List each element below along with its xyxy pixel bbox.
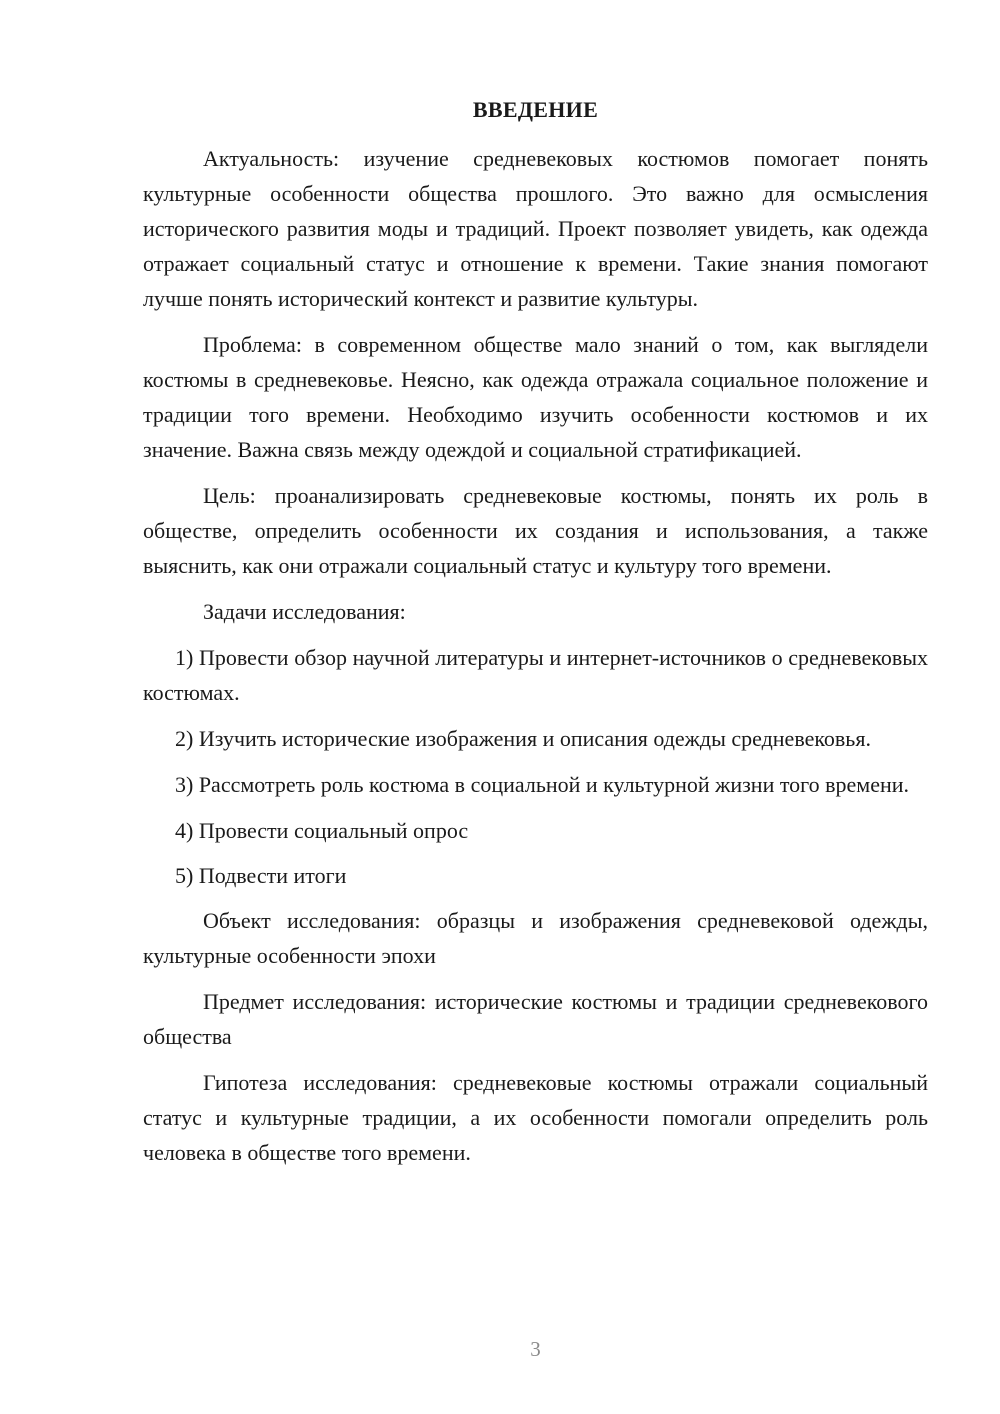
page-number: 3	[530, 1337, 541, 1361]
task-item-5: 5) Подвести итоги	[175, 863, 347, 888]
tasks-heading: Задачи исследования:	[203, 599, 406, 624]
task-item-2: 2) Изучить исторические изображения и описания одежды средневековья.	[175, 726, 871, 751]
object-paragraph: Объект исследования: образцы и изображения средневековой одежды, культурные особенности эпохи	[143, 908, 928, 968]
subject-paragraph: Предмет исследования: исторические костюмы и традиции средневекового общества	[143, 989, 928, 1049]
goal-paragraph: Цель: проанализировать средневековые костюмы, понять их роль в обществе, определить особенности их создания и использования, а также выяснить, как они отражали социальный статус и культуру того времени.	[143, 483, 928, 578]
page-title: ВВЕДЕНИЕ	[472, 97, 599, 122]
relevance-paragraph: Актуальность: изучение средневековых костюмов помогает понять культурные особенности общества прошлого. Это важно для осмысления исторического развития моды и традиций. Проект позволяет увидеть, как одежда отражает социальный статус и отношение к времени. Такие знания помогают лучше понять исторический контекст и развитие культуры.	[143, 146, 928, 311]
document-body	[143, 141, 928, 1170]
problem-paragraph: Проблема: в современном обществе мало знаний о том, как выглядели костюмы в средневековье. Неясно, как одежда отражала социальное положение и традиции того времени. Необходимо изучить особенности костюмов и их значение. Важна связь между одеждой и социальной стратификацией.	[143, 332, 928, 462]
hypothesis-paragraph: Гипотеза исследования: средневековые костюмы отражали социальный статус и культурные традиции, а их особенности помогали определить роль человека в обществе того времени.	[143, 1070, 928, 1165]
task-item-1: 1) Провести обзор научной литературы и интернет-источников о средневековых костюмах.	[143, 645, 928, 705]
task-item-3: 3) Рассмотреть роль костюма в социальной и культурной жизни того времени.	[175, 772, 910, 797]
task-item-4: 4) Провести социальный опрос	[175, 818, 469, 843]
tasks-list	[143, 640, 928, 893]
